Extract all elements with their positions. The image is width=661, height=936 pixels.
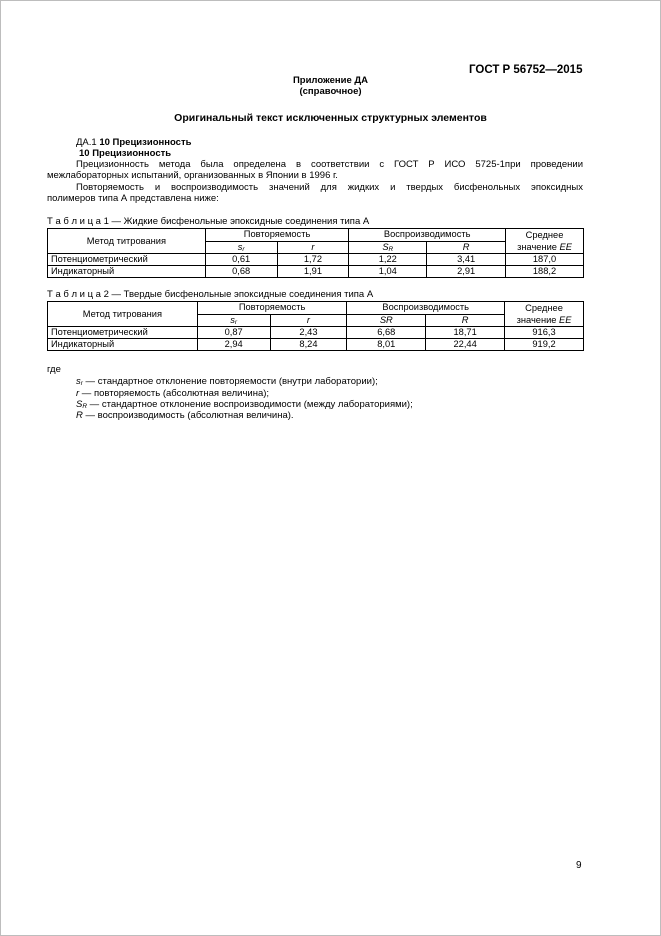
table-cell-mean: 187,0 — [506, 254, 584, 266]
table-2-header-mean-line1: Среднее — [525, 303, 563, 313]
legend-symbol: S — [76, 399, 83, 410]
table-1-subheader-R: R — [427, 241, 506, 254]
table-cell-r: 8,24 — [270, 339, 347, 351]
legend-text: — стандартное отклонение воспроизводимости (между лабораториями); — [87, 399, 413, 410]
paragraph-2-line-1: Повторяемость и воспроизводимость значений для жидких и твердых бисфенольных эпоксидных — [76, 182, 583, 193]
table-2-caption-text: — Твердые бисфенольные эпоксидные соединения типа А — [108, 289, 374, 300]
table-2-caption-prefix: Т а б л и ц а 2 — [47, 289, 109, 300]
table-cell-mean: 919,2 — [505, 339, 584, 351]
document-code: ГОСТ Р 56752—2015 — [469, 64, 583, 76]
table-cell-R: 18,71 — [426, 327, 505, 339]
table-cell-mean: 916,3 — [505, 327, 584, 339]
page-number: 9 — [576, 860, 582, 871]
legend-text: — воспроизводимость (абсолютная величина). — [82, 410, 294, 421]
table-1-header-method: Метод титрования — [48, 229, 206, 254]
annex-title: Приложение ДА — [292, 75, 369, 86]
table-row — [48, 327, 584, 339]
legend-item — [76, 410, 294, 421]
table-cell-sr: 0,68 — [205, 266, 277, 278]
symbol-subscript-R: R — [388, 245, 394, 253]
legend-item — [76, 399, 413, 410]
table-2-header-mean-line2: значение — [516, 315, 560, 325]
table-1-subheader-r: r — [277, 241, 349, 254]
table-cell-r: 1,91 — [277, 266, 349, 278]
table-cell-R: 3,41 — [427, 254, 506, 266]
clause-subheading: 10 Прецизионность — [79, 148, 172, 159]
table-1-header-mean — [506, 229, 584, 254]
symbol-subscript-r: r — [234, 318, 238, 326]
table-2-header-method: Метод титрования — [48, 302, 198, 327]
legend-symbol: r — [76, 388, 80, 399]
table-cell-mean: 188,2 — [506, 266, 584, 278]
table-cell-method: Индикаторный — [48, 339, 198, 351]
table-1-subheader-SR — [349, 241, 427, 254]
table-1-header-reproducibility: Воспроизводимость — [349, 229, 506, 242]
table-cell-R: 2,91 — [427, 266, 506, 278]
legend-item — [76, 388, 269, 399]
table-2-subheader-sr — [197, 314, 270, 327]
table-cell-method: Индикаторный — [48, 266, 206, 278]
legend-text: — стандартное отклонение повторяемости (внутри лаборатории); — [82, 376, 378, 387]
table-cell-method: Потенциометрический — [48, 327, 198, 339]
paragraph-1-line-1: Прецизионность метода была определена в соответствии с ГОСТ Р ИСО 5725-1при проведении — [76, 159, 583, 170]
paragraph-2-line-2: полимеров типа А представлена ниже: — [47, 193, 219, 204]
table-2-caption — [47, 289, 373, 300]
table-cell-r: 1,72 — [277, 254, 349, 266]
table-1-header-mean-ee: ЕЕ — [559, 242, 572, 252]
table-1 — [47, 228, 584, 278]
legend-where: где — [47, 364, 61, 375]
table-cell-method: Потенциометрический — [48, 254, 206, 266]
annex-subtitle: (справочное) — [299, 86, 362, 97]
symbol-subscript-r: r — [242, 245, 245, 253]
clause-heading — [76, 137, 191, 148]
table-cell-SR: 1,04 — [349, 266, 427, 278]
table-1-header-repeatability: Повторяемость — [205, 229, 349, 242]
legend-text: — повторяемость (абсолютная величина); — [79, 388, 270, 399]
legend-symbol: s — [76, 376, 81, 387]
legend-symbol-subscript: R — [82, 403, 88, 410]
table-row — [48, 254, 584, 266]
table-2 — [47, 301, 584, 351]
table-cell-sr: 2,94 — [197, 339, 270, 351]
table-2-subheader-R: R — [426, 314, 505, 327]
clause-number: ДА.1 — [76, 137, 97, 148]
table-2-subheader-r: r — [270, 314, 347, 327]
symbol-s: s — [237, 241, 243, 252]
clause-heading-text: 10 Прецизионность — [99, 137, 192, 148]
table-row — [48, 266, 584, 278]
table-row — [48, 339, 584, 351]
legend-item — [76, 376, 378, 387]
table-1-caption-prefix: Т а б л и ц а 1 — [47, 216, 109, 227]
symbol-S: S — [382, 241, 389, 252]
table-2-subheader-SR: SR — [347, 314, 426, 327]
table-cell-sr: 0,61 — [205, 254, 277, 266]
paragraph-1-line-2: межлабораторных испытаний, организованных в Японии в 1996 г. — [47, 170, 338, 181]
table-1-subheader-sr — [205, 241, 277, 254]
table-1-caption — [47, 216, 369, 227]
table-2-header-repeatability: Повторяемость — [197, 302, 347, 315]
table-cell-sr: 0,87 — [197, 327, 270, 339]
legend-symbol: R — [76, 410, 83, 421]
table-cell-SR: 6,68 — [347, 327, 426, 339]
section-title: Оригинальный текст исключенных структурных элементов — [174, 112, 487, 124]
table-2-header-reproducibility: Воспроизводимость — [347, 302, 505, 315]
table-1-header-mean-line2: значение — [517, 242, 560, 252]
table-1-header-mean-line1: Среднее — [525, 230, 564, 240]
table-cell-SR: 8,01 — [347, 339, 426, 351]
table-cell-R: 22,44 — [426, 339, 505, 351]
table-2-header-mean-ee: ЕЕ — [559, 315, 572, 325]
symbol-s: s — [230, 314, 235, 325]
table-cell-r: 2,43 — [270, 327, 347, 339]
table-1-caption-text: — Жидкие бисфенольные эпоксидные соединения типа А — [108, 216, 370, 227]
table-2-header-mean — [505, 302, 584, 327]
table-cell-SR: 1,22 — [349, 254, 427, 266]
legend-symbol-subscript: r — [80, 380, 83, 387]
